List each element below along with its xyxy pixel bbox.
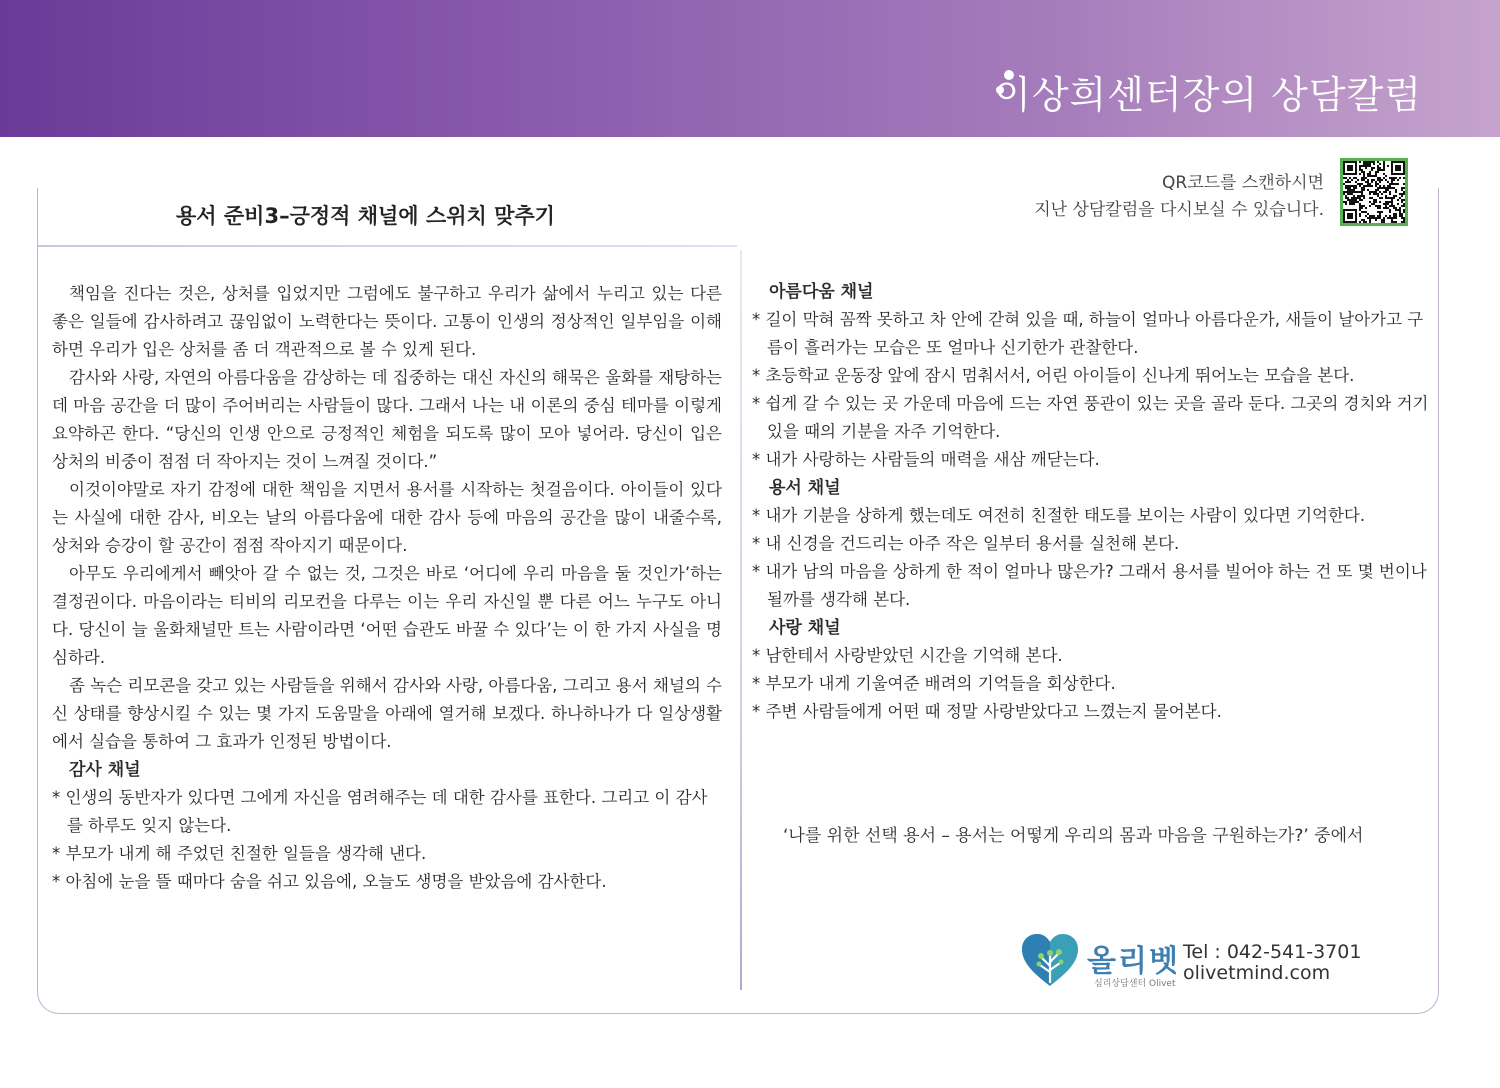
- section-heading-beauty: 아름다움 채널: [769, 282, 874, 302]
- source-citation: ‘나를 위한 선택 용서 – 용서는 어떻게 우리의 몸과 마음을 구원하는가?’ 중에서: [783, 826, 1364, 846]
- header-banner: [0, 0, 1500, 137]
- contact-phone: Tel : 042-541-3701: [1183, 941, 1362, 963]
- qr-caption: [1034, 170, 1324, 224]
- list-item: * 내가 기분을 상하게 했는데도 여전히 친절한 태도를 보이는 사람이 있다면 기억한다.: [752, 506, 1366, 525]
- logo-wordmark: 올리벳: [1087, 944, 1180, 979]
- section-heading-forgiveness: 용서 채널: [769, 478, 841, 498]
- list-item: * 내가 남의 마음을 상하게 한 적이 얼마나 많은가? 그래서 용서를 빌어야 하는 건 또 몇 번이나 될까를 생각해 본다.: [752, 562, 1427, 609]
- body-paragraph: 이것이야말로 자기 감정에 대한 책임을 지면서 용서를 시작하는 첫걸음이다. 아이들이 있다는 사실에 대한 감사, 비오는 날의 아름다움에 대한 감사 등에 마음의 공간을 많이 내줄수록, 상처와 승강이 할 공간이 점점 작아지기 때문이다.: [52, 480, 722, 555]
- qr-caption-line: 지난 상담칼럼을 다시보실 수 있습니다.: [1034, 200, 1324, 220]
- list-item: * 내 신경을 건드리는 아주 작은 일부터 용서를 실천해 본다.: [752, 534, 1180, 553]
- left-column: [52, 280, 722, 896]
- section-heading-love: 사랑 채널: [769, 618, 841, 638]
- list-item: * 길이 막혀 꼼짝 못하고 차 안에 갇혀 있을 때, 하늘이 얼마나 아름다운가, 새들이 날아가고 구름이 흘러가는 모습은 또 얼마나 신기한가 관찰한다.: [752, 310, 1424, 357]
- list-item: * 초등학교 운동장 앞에 잠시 멈춰서서, 어린 아이들이 신나게 뛰어노는 모습을 본다.: [752, 366, 1355, 385]
- list-item: * 아침에 눈을 뜰 때마다 숨을 쉬고 있음에, 오늘도 생명을 받았음에 감사한다.: [52, 872, 607, 891]
- column-series-title: 이상희센터장의 상담칼럼: [994, 73, 1422, 117]
- right-column: [752, 278, 1432, 726]
- body-paragraph: 좀 녹슨 리모콘을 갖고 있는 사람들을 위해서 감사와 사랑, 아름다움, 그리고 용서 채널의 수신 상태를 향상시킬 수 있는 몇 가지 도움말을 아래에 열거해 보겠다. 하나하나가 다 일상생활에서 실습을 통하여 그 효과가 인정된 방법이다.: [52, 676, 722, 751]
- list-item: * 부모가 내게 해 주었던 친절한 일들을 생각해 낸다.: [52, 844, 427, 863]
- list-item: * 인생의 동반자가 있다면 그에게 자신을 염려해주는 데 대한 감사를 표한다. 그리고 이 감사를 하루도 잊지 않는다.: [52, 788, 708, 835]
- section-heading-gratitude: 감사 채널: [69, 760, 141, 780]
- heart-tree-icon: [1020, 932, 1080, 988]
- column-divider: [740, 250, 742, 990]
- logo-subtitle: 심리상담센터 Olivet: [1094, 979, 1176, 989]
- contact-website[interactable]: olivetmind.com: [1183, 962, 1331, 984]
- body-paragraph: 책임을 진다는 것은, 상처를 입었지만 그럼에도 불구하고 우리가 삶에서 누리고 있는 다른 좋은 일들에 감사하려고 끊임없이 노력한다는 뜻이다. 고통이 인생의 정상적인 일부임을 이해하면 우리가 입은 상처를 좀 더 객관적으로 볼 수 있게 된다.: [52, 284, 722, 359]
- list-item: * 주변 사람들에게 어떤 때 정말 사랑받았다고 느꼈는지 물어본다.: [752, 702, 1222, 721]
- list-item: * 남한테서 사랑받았던 시간을 기억해 본다.: [752, 646, 1063, 665]
- list-item: * 쉽게 갈 수 있는 곳 가운데 마음에 드는 자연 풍관이 있는 곳을 골라 둔다. 그곳의 경치와 거기 있을 때의 기분을 자주 기억한다.: [752, 394, 1429, 441]
- body-paragraph: 감사와 사랑, 자연의 아름다움을 감상하는 데 집중하는 대신 자신의 해묵은 울화를 재탕하는 데 마음 공간을 더 많이 주어버리는 사람들이 많다. 그래서 나는 내 이론의 중심 테마를 이렇게 요약하곤 한다. “당신의 인생 안으로 긍정적인 체험을 되도록 많이 모아 넣어라. 당신이 입은 상처의 비중이 점점 더 작아지는 것이 느껴질 것이다.”: [52, 368, 722, 471]
- qr-code-icon[interactable]: [1340, 158, 1408, 226]
- qr-caption-line: QR코드를 스캔하시면: [1162, 173, 1324, 193]
- body-paragraph: 아무도 우리에게서 빼앗아 갈 수 없는 것, 그것은 바로 ‘어디에 우리 마음을 둘 것인가’하는 결정권이다. 마음이라는 티비의 리모컨을 다루는 이는 우리 자신일 뿐 다른 어느 누구도 아니다. 당신이 늘 울화채널만 트는 사람이라면 ‘어떤 습관도 바꿀 수 있다’는 이 한 가지 사실을 명심하라.: [52, 564, 722, 667]
- article-title: 용서 준비3–긍정적 채널에 스위치 맞추기: [176, 204, 555, 228]
- list-item: * 내가 사랑하는 사람들의 매력을 새삼 깨닫는다.: [752, 450, 1100, 469]
- list-item: * 부모가 내게 기울여준 배려의 기억들을 회상한다.: [752, 674, 1116, 693]
